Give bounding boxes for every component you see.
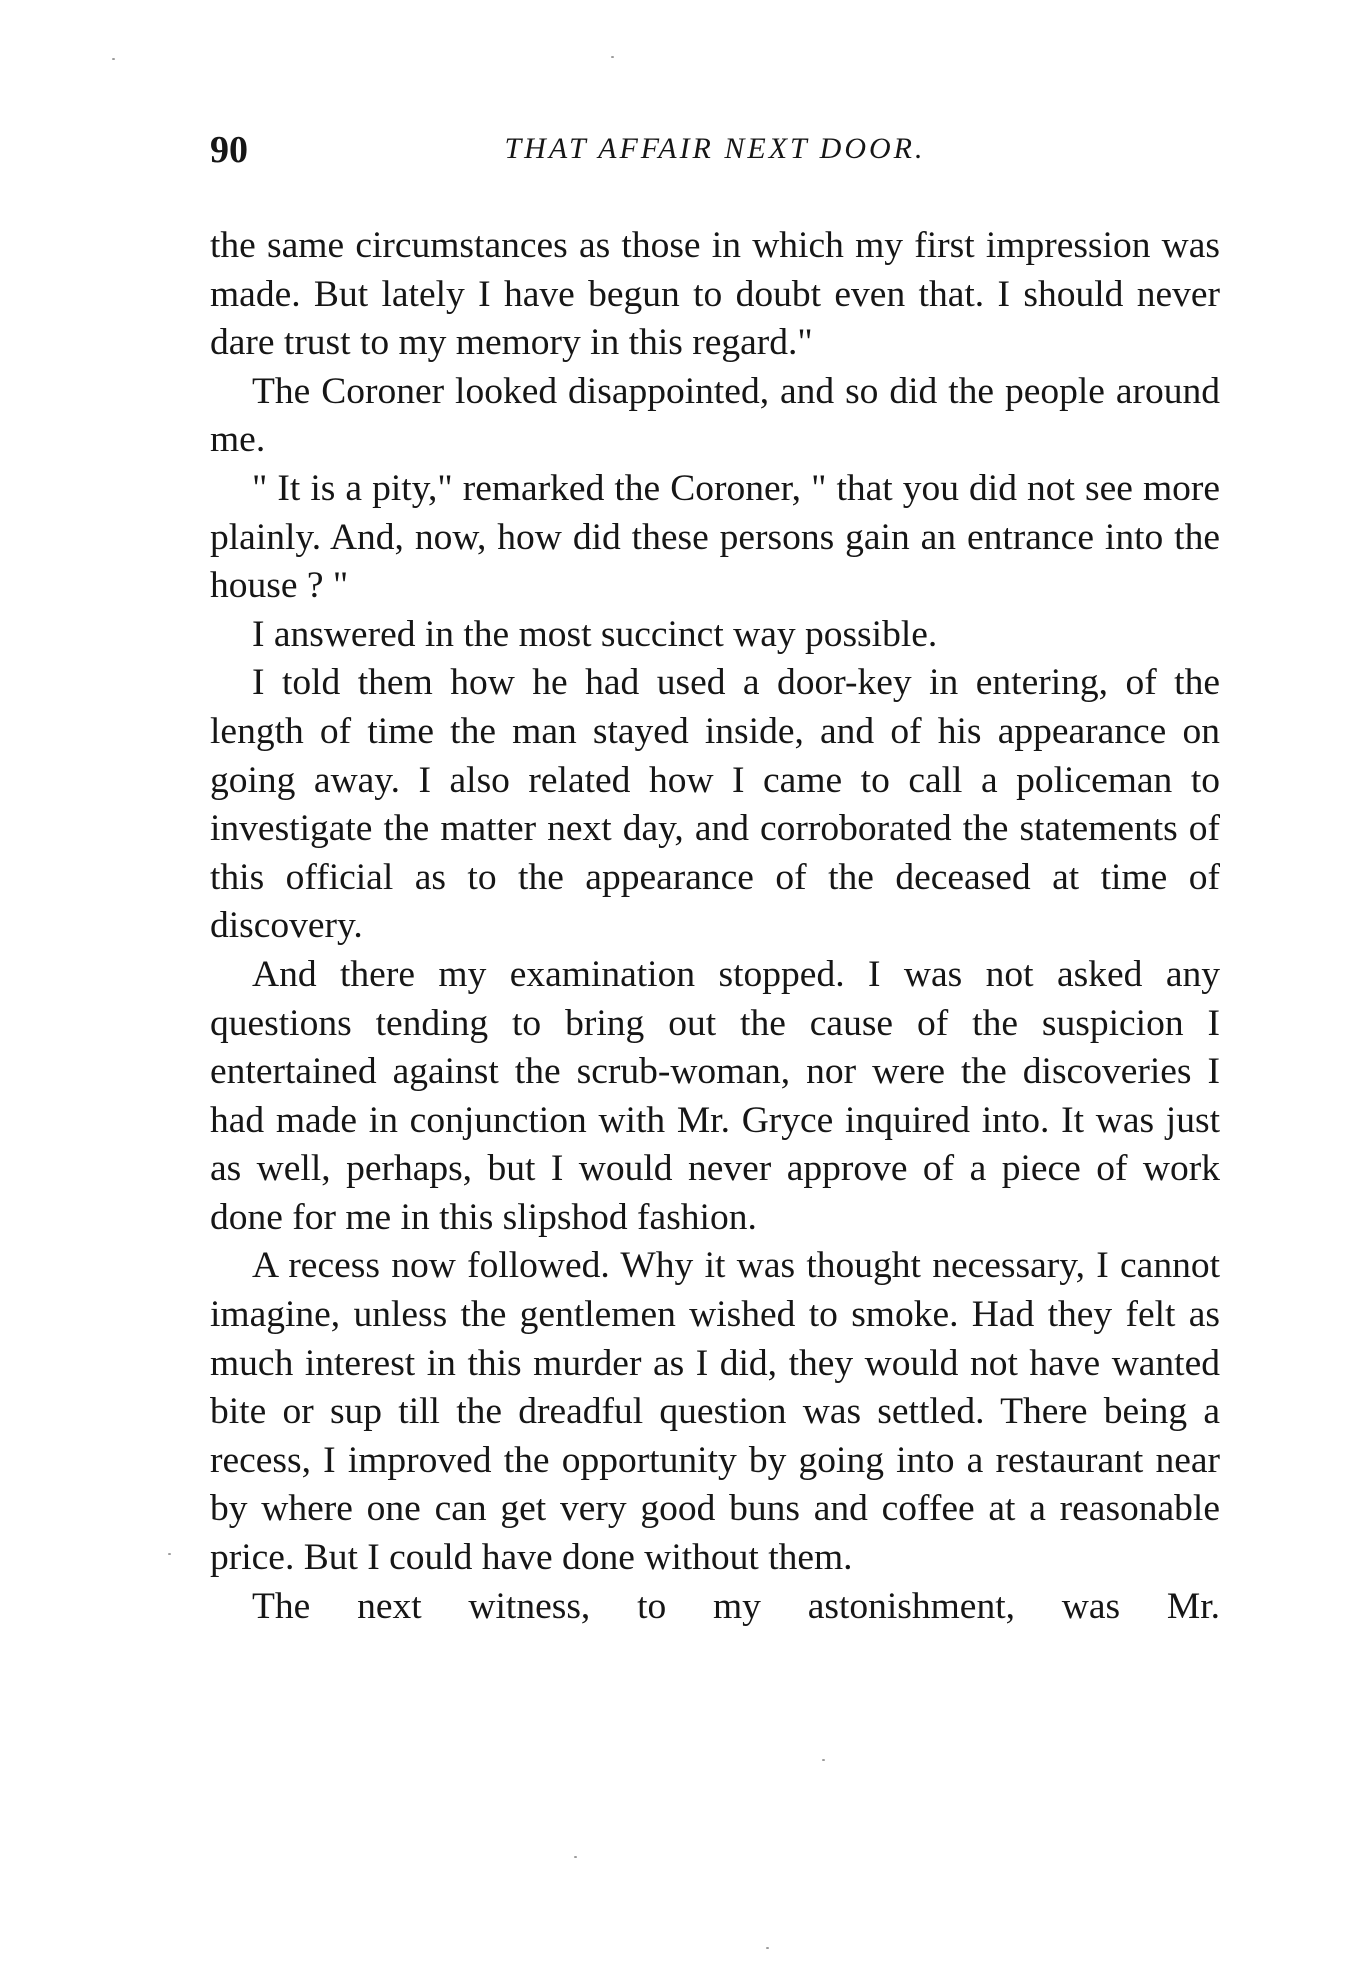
paragraph: " It is a pity," remarked the Coroner, " that you did not see more plainly. And, now, how did these persons gain an entrance into the house ? ": [210, 467, 1220, 607]
paragraph: I answered in the most succinct way possible.: [252, 613, 938, 655]
scan-speck: [574, 1856, 577, 1858]
scan-speck: [766, 1947, 769, 1949]
scan-speck: [822, 1759, 825, 1761]
scan-speck: [168, 1553, 171, 1555]
paragraph: And there my examination stopped. I was not asked any questions tending to bring out the cause of the suspicion I entertained against the scrub-woman, nor were the discoveries I had made in conjunction with Mr. Gryce inquired into. It was just as well, perhaps, but I would never approve of a piece of work done for me in this slipshod fashion.: [210, 953, 1220, 1238]
paragraph-last: The next witness, to my astonishment, was Mr.: [252, 1585, 1220, 1627]
paragraph-continued: the same circumstances as those in which my first impression was made. But lately I have begun to doubt even that. I should never dare trust to my memory in this regard.": [210, 225, 1220, 364]
scan-speck: [611, 56, 614, 58]
paragraph: I told them how he had used a door-key in entering, of the length of time the man stayed inside, and of his appearance on going away. I also related how I came to call a policeman to investigate the matter next day, and corroborated the statements of this official as to the appearance of the deceased at time of discovery.: [210, 662, 1220, 947]
page-number: 90: [210, 129, 248, 171]
paragraph: A recess now followed. Why it was thought necessary, I cannot imagine, unless the gentlemen wished to smoke. Had they felt as much interest in this murder as I did, they would not have wanted bite or sup till the dreadful question was settled. There being a recess, I improved the opportunity by going into a restaurant near by where one can get very good buns and coffee at a reasonable price. But I could have done without them.: [210, 1245, 1220, 1579]
running-title: THAT AFFAIR NEXT DOOR.: [504, 132, 926, 165]
body-text: [210, 222, 1220, 1631]
scan-speck: [112, 58, 115, 60]
running-head: [210, 128, 1220, 171]
paragraph: The Coroner looked disappointed, and so did the people around me.: [210, 370, 1220, 461]
